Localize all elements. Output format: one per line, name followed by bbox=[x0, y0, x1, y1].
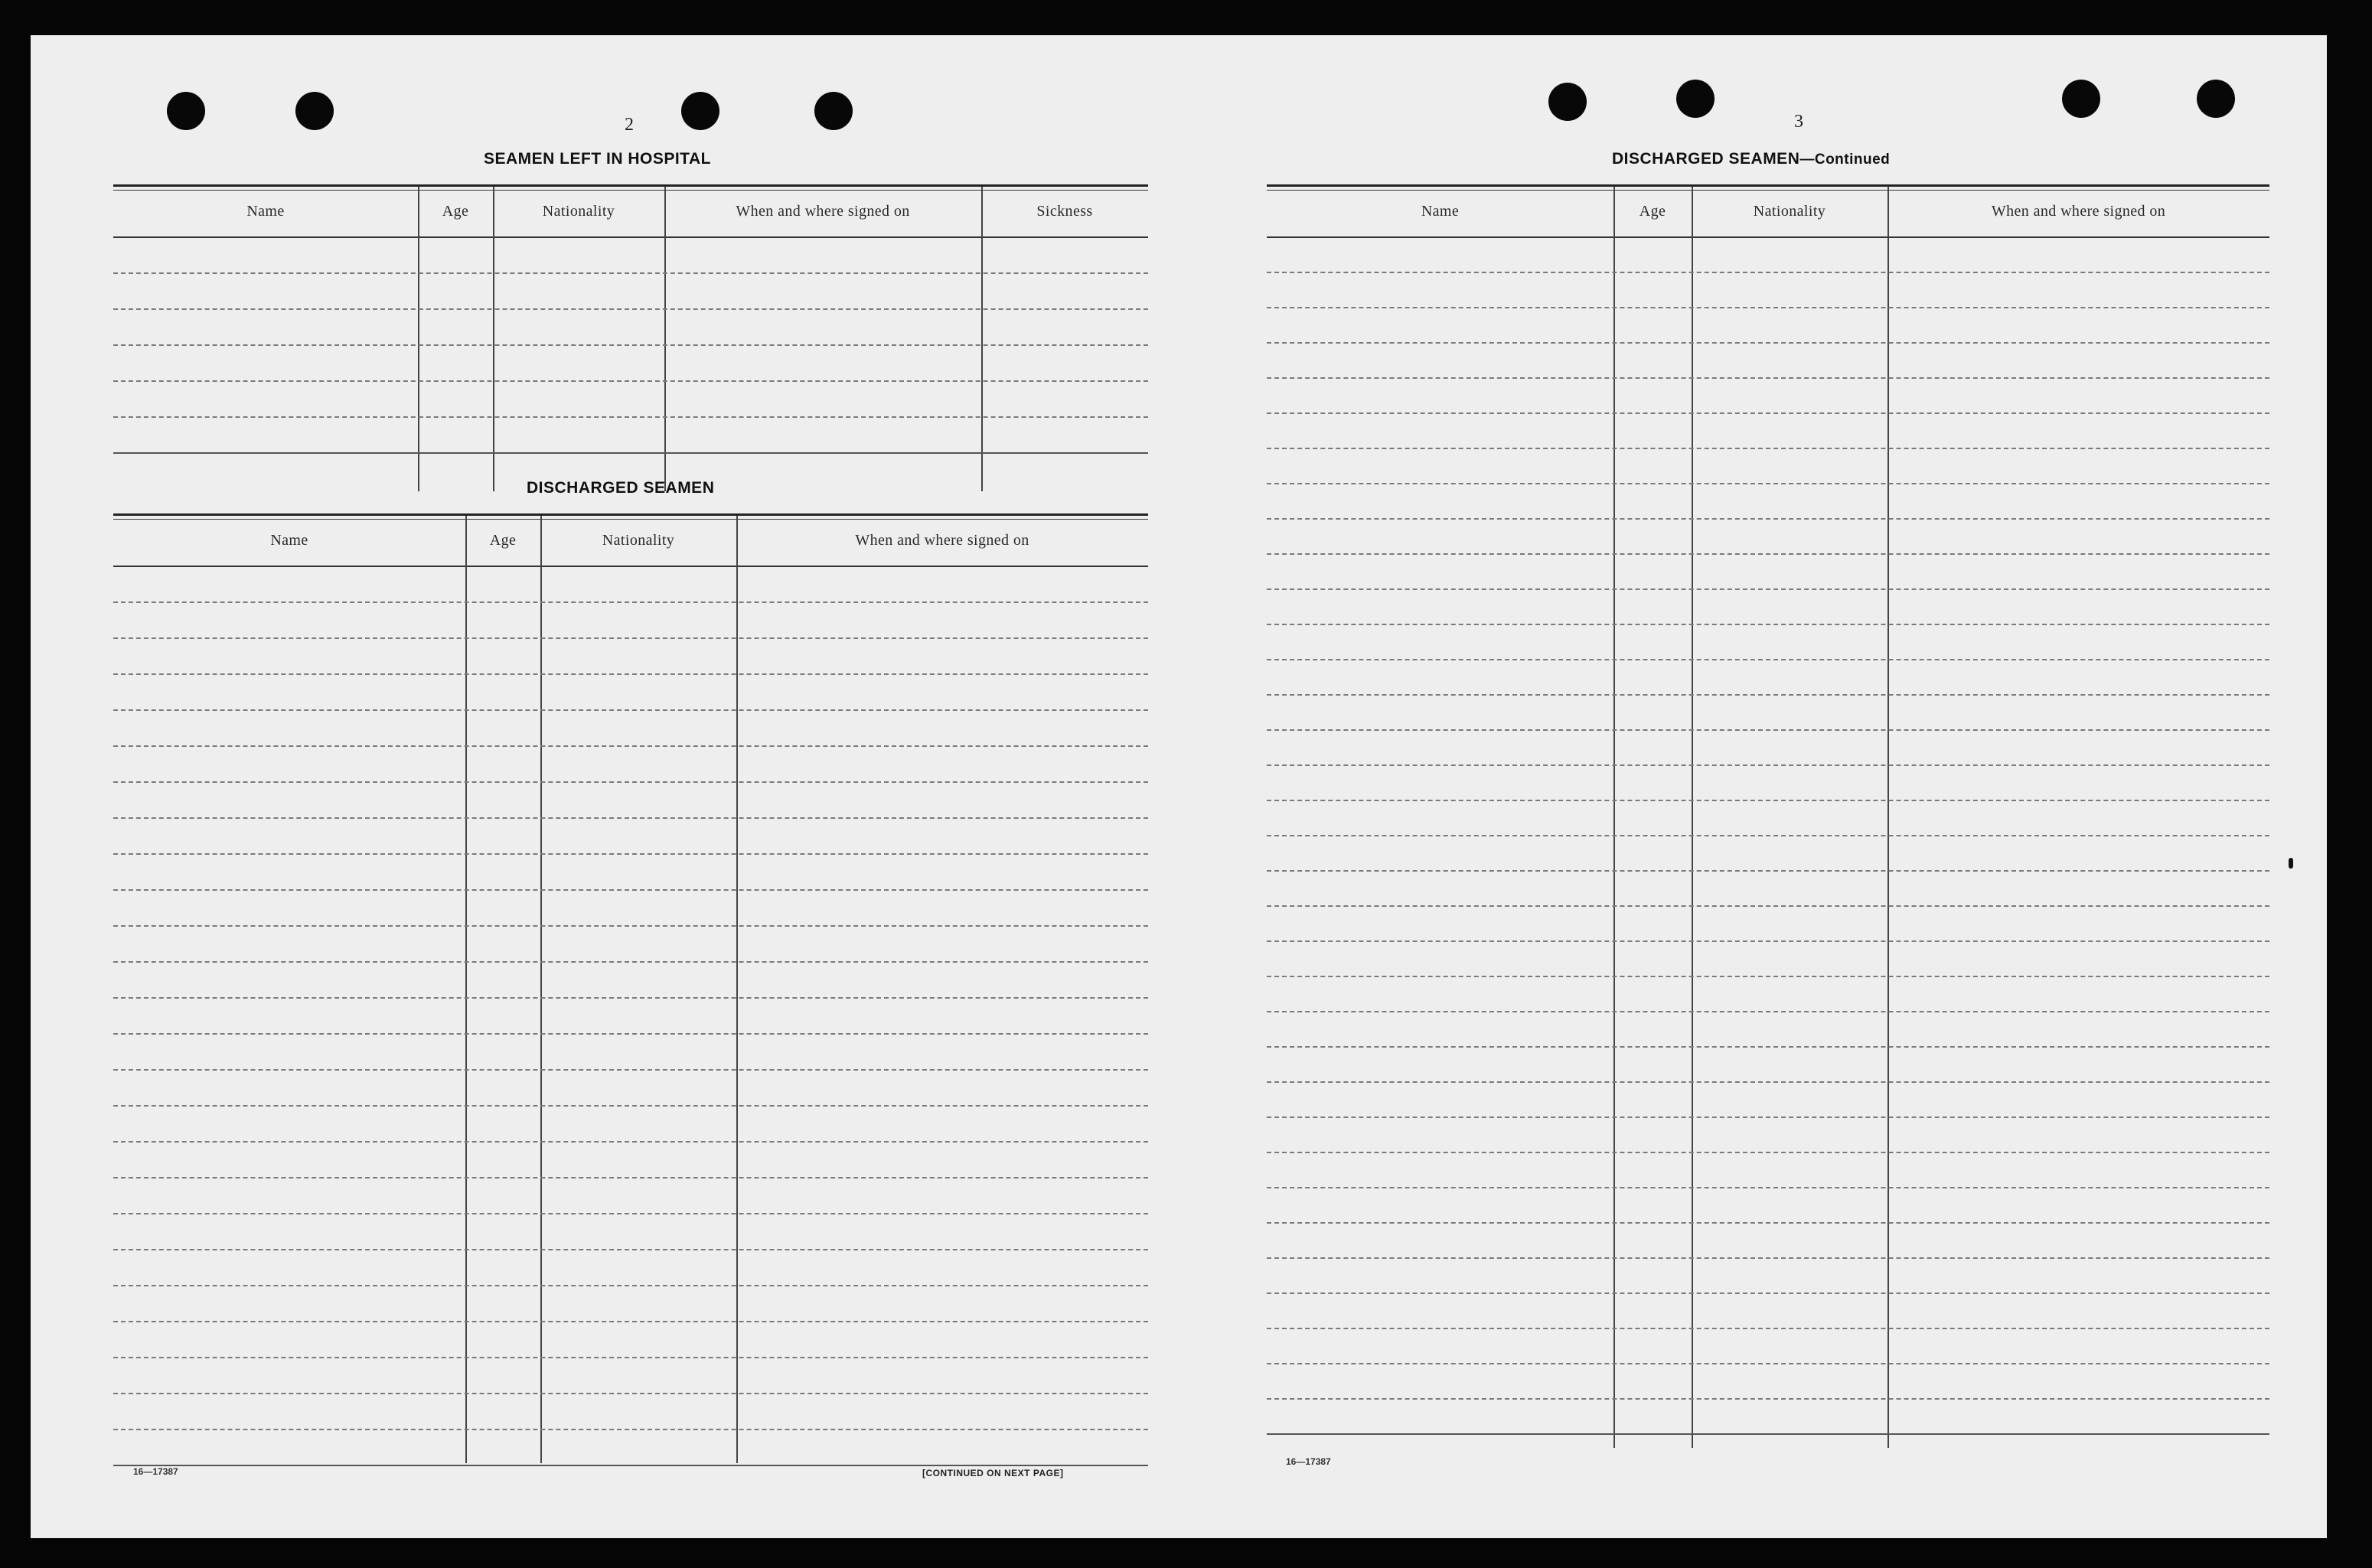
margin-mark bbox=[2289, 858, 2293, 869]
table-row-line bbox=[113, 1393, 1148, 1394]
table-row-line bbox=[1267, 1328, 2269, 1329]
column-header-age: Age bbox=[1639, 203, 1666, 220]
right-page bbox=[1179, 35, 2327, 1538]
table-row-line bbox=[113, 416, 1148, 418]
table-row-line bbox=[113, 1429, 1148, 1430]
table-row-line bbox=[113, 673, 1148, 675]
table-row-line bbox=[1267, 483, 2269, 484]
table-row-line bbox=[1267, 1433, 2269, 1435]
table-row-line bbox=[113, 745, 1148, 747]
table-row-line bbox=[1267, 764, 2269, 766]
table-row-line bbox=[1267, 659, 2269, 660]
column-divider bbox=[418, 187, 419, 491]
table-row-line bbox=[1267, 1046, 2269, 1048]
punch-hole bbox=[167, 92, 205, 130]
discharged-continued-title-main: DISCHARGED SEAMEN bbox=[1612, 150, 1800, 168]
column-header-when-where: When and where signed on bbox=[1991, 203, 2166, 220]
table-row-line bbox=[113, 380, 1148, 382]
table-row-line bbox=[1267, 342, 2269, 344]
table-row-line bbox=[113, 1033, 1148, 1035]
table-row-line bbox=[113, 817, 1148, 819]
discharged-table bbox=[113, 513, 1148, 1465]
table-row-line bbox=[113, 1177, 1148, 1178]
table-row-line bbox=[113, 308, 1148, 310]
table-header bbox=[113, 187, 1148, 238]
table-row-line bbox=[1267, 976, 2269, 977]
table-row-line bbox=[1267, 1152, 2269, 1153]
column-header-name: Name bbox=[270, 532, 308, 549]
table-row-line bbox=[1267, 272, 2269, 273]
column-header-age: Age bbox=[489, 532, 517, 549]
table-row-line bbox=[1267, 1187, 2269, 1188]
table-row-line bbox=[1267, 307, 2269, 308]
table-row-line bbox=[1267, 835, 2269, 836]
table-row-line bbox=[1267, 1257, 2269, 1259]
table-row-line bbox=[113, 781, 1148, 783]
punch-hole bbox=[2197, 80, 2235, 118]
table-row-line bbox=[1267, 1081, 2269, 1083]
column-divider bbox=[981, 187, 983, 491]
table-row-line bbox=[1267, 1293, 2269, 1294]
column-header-when-where: When and where signed on bbox=[736, 203, 910, 220]
document-sheet bbox=[31, 35, 2327, 1538]
column-header-name: Name bbox=[1421, 203, 1460, 220]
column-header-age: Age bbox=[442, 203, 469, 220]
table-row-line bbox=[1267, 1011, 2269, 1012]
discharged-continued-table bbox=[1267, 184, 2269, 1449]
column-divider bbox=[493, 187, 494, 491]
column-header-nationality: Nationality bbox=[1753, 203, 1826, 220]
table-row-line bbox=[113, 1069, 1148, 1071]
table-row-line bbox=[1267, 588, 2269, 590]
discharged-continued-title-suffix: —Continued bbox=[1799, 152, 1891, 168]
table-row-line bbox=[113, 1321, 1148, 1322]
table-row-line bbox=[113, 452, 1148, 454]
punch-hole bbox=[295, 92, 334, 130]
column-header-when-where: When and where signed on bbox=[855, 532, 1029, 549]
column-header-name: Name bbox=[246, 203, 285, 220]
form-number: 16—17387 bbox=[133, 1466, 178, 1477]
table-row-line bbox=[113, 1249, 1148, 1250]
discharged-continued-title bbox=[1612, 150, 1890, 168]
table-row-line bbox=[1267, 800, 2269, 801]
punch-hole bbox=[1676, 80, 1715, 118]
table-row-line bbox=[1267, 940, 2269, 942]
table-row-line bbox=[113, 1357, 1148, 1358]
table-row-line bbox=[1267, 1222, 2269, 1224]
table-row-line bbox=[113, 272, 1148, 274]
punch-hole bbox=[814, 92, 853, 130]
table-row-line bbox=[1267, 377, 2269, 379]
table-header bbox=[1267, 187, 2269, 238]
hospital-section-title: SEAMEN LEFT IN HOSPITAL bbox=[484, 150, 711, 168]
table-row-line bbox=[1267, 412, 2269, 414]
page-number: 3 bbox=[1794, 112, 1803, 132]
table-row-line bbox=[1267, 905, 2269, 907]
table-row-line bbox=[113, 1105, 1148, 1107]
table-row-line bbox=[1267, 518, 2269, 520]
table-row-line bbox=[113, 344, 1148, 346]
table-row-line bbox=[113, 1213, 1148, 1214]
column-header-nationality: Nationality bbox=[542, 203, 615, 220]
table-row-line bbox=[113, 889, 1148, 891]
table-row-line bbox=[113, 709, 1148, 711]
table-row-line bbox=[1267, 870, 2269, 872]
table-row-line bbox=[113, 1465, 1148, 1466]
table-row-line bbox=[1267, 694, 2269, 696]
table-row-line bbox=[113, 1285, 1148, 1286]
table-row-line bbox=[113, 997, 1148, 999]
table-row-line bbox=[113, 961, 1148, 963]
page-number: 2 bbox=[625, 115, 634, 135]
table-header bbox=[113, 516, 1148, 567]
form-number: 16—17387 bbox=[1286, 1456, 1331, 1467]
punch-hole bbox=[1548, 83, 1587, 121]
table-row-line bbox=[1267, 1398, 2269, 1400]
table-row-line bbox=[113, 853, 1148, 855]
table-row-line bbox=[1267, 448, 2269, 449]
column-divider bbox=[664, 187, 666, 491]
table-row-line bbox=[113, 637, 1148, 639]
left-page bbox=[31, 35, 1179, 1538]
table-row-line bbox=[1267, 1117, 2269, 1118]
continued-note: [CONTINUED ON NEXT PAGE] bbox=[922, 1468, 1064, 1478]
column-header-nationality: Nationality bbox=[602, 532, 675, 549]
column-header-sickness: Sickness bbox=[1036, 203, 1093, 220]
table-row-line bbox=[1267, 553, 2269, 555]
table-row-line bbox=[1267, 1363, 2269, 1364]
table-row-line bbox=[113, 601, 1148, 603]
table-row-line bbox=[113, 925, 1148, 927]
punch-hole bbox=[2062, 80, 2100, 118]
table-row-line bbox=[1267, 624, 2269, 625]
punch-hole bbox=[681, 92, 719, 130]
hospital-table bbox=[113, 184, 1148, 493]
discharged-section-title: DISCHARGED SEAMEN bbox=[527, 479, 715, 497]
table-row-line bbox=[113, 1141, 1148, 1143]
table-row-line bbox=[1267, 729, 2269, 731]
